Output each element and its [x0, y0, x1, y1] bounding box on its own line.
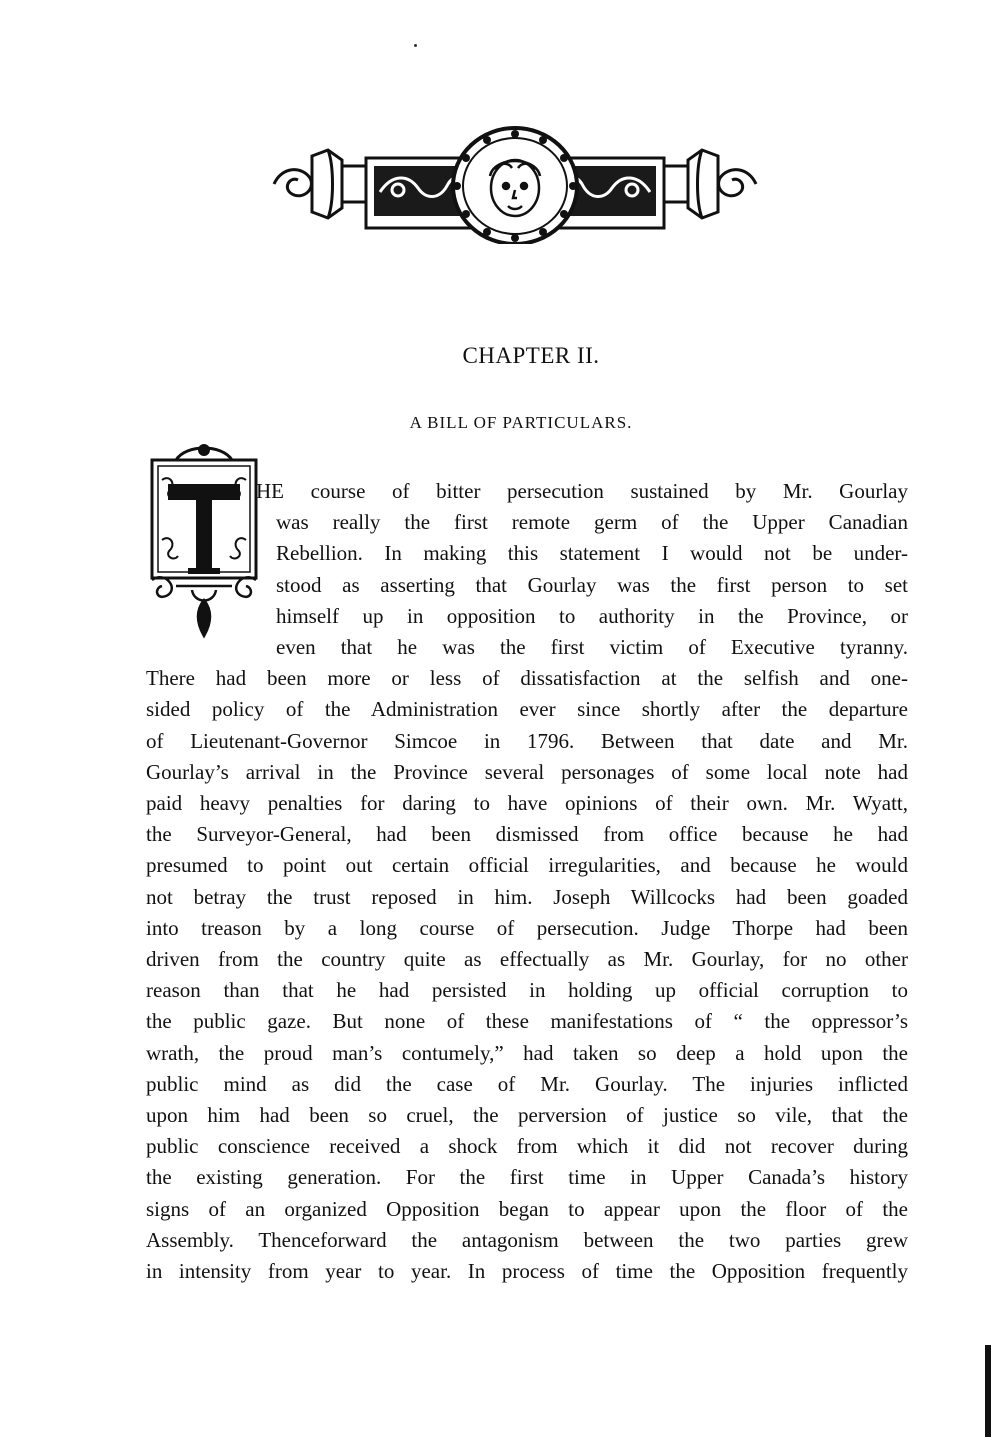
- text-line: was really the first remote germ of the Upper Canadian: [276, 510, 908, 535]
- text-line: public conscience received a shock from which it did not recover during: [146, 1134, 908, 1159]
- text-line: the Surveyor-General, had been dismissed from office because he had: [146, 822, 908, 847]
- text-line: Gourlay’s arrival in the Province several personages of some local note had: [146, 759, 908, 784]
- chapter-title: CHAPTER II.: [462, 343, 600, 368]
- text-line: of Lieutenant-Governor Simcoe in 1796. Between that date and Mr.: [146, 728, 908, 753]
- text-line: in intensity from year to year. In process of time the Opposition frequently: [146, 1259, 908, 1284]
- text-line: driven from the country quite as effectually as Mr. Gourlay, for no other: [146, 947, 908, 972]
- text-line: not betray the trust reposed in him. Joseph Willcocks had been goaded: [146, 884, 908, 909]
- text-line: signs of an organized Opposition began to appear upon the floor of the: [146, 1196, 908, 1221]
- text-line: There had been more or less of dissatisfaction at the selfish and one-: [146, 666, 908, 691]
- text-line: stood as asserting that Gourlay was the first person to set: [276, 572, 908, 597]
- text-line: reason than that he had persisted in holding up official corruption to: [146, 978, 908, 1003]
- text-line: presumed to point out certain official irregularities, and because he would: [146, 853, 908, 878]
- ornamental-headpiece-icon: [268, 126, 762, 244]
- chapter-paragraph: [146, 476, 908, 1287]
- section-title: A BILL OF PARTICULARS.: [409, 413, 633, 432]
- text-line: sided policy of the Administration ever since shortly after the departure: [146, 697, 908, 722]
- text-line: HE course of bitter persecution sustained by Mr. Gourlay: [256, 479, 908, 503]
- page-edge-mark: [985, 1345, 991, 1437]
- print-speck: [414, 44, 417, 47]
- text-line: into treason by a long course of persecution. Judge Thorpe had been: [146, 915, 908, 940]
- text-line: public mind as did the case of Mr. Gourlay. The injuries inflicted: [146, 1071, 908, 1096]
- text-line: Assembly. Thenceforward the antagonism between the two parties grew: [146, 1227, 908, 1252]
- text-line: upon him had been so cruel, the perversion of justice so vile, that the: [146, 1103, 908, 1128]
- text-line: wrath, the proud man’s contumely,” had taken so deep a hold upon the: [146, 1040, 908, 1065]
- text-line: paid heavy penalties for daring to have opinions of their own. Mr. Wyatt,: [146, 791, 908, 816]
- text-line: Rebellion. In making this statement I would not be under-: [276, 541, 908, 566]
- text-line: the existing generation. For the first time in Upper Canada’s history: [146, 1165, 908, 1190]
- text-line: the public gaze. But none of these manifestations of “ the oppressor’s: [146, 1009, 908, 1034]
- text-line: himself up in opposition to authority in the Province, or: [276, 603, 908, 628]
- text-line: even that he was the first victim of Executive tyranny.: [276, 635, 908, 660]
